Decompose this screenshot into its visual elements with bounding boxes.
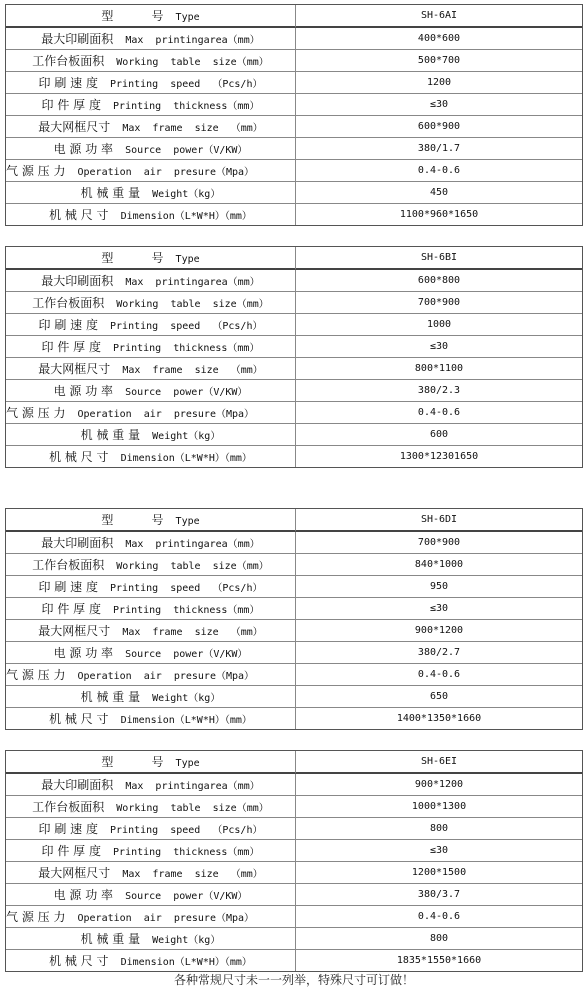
spec-label-zh: 工作台板面积 <box>32 800 105 814</box>
spec-value: 0.4-0.6 <box>296 664 582 686</box>
spec-label-zh: 最大网框尺寸 <box>38 866 111 880</box>
spec-label-en: Dimension（L*W*H）（mm） <box>108 957 252 968</box>
spec-label <box>6 402 296 424</box>
table-row <box>6 5 582 28</box>
spec-label-zh: 印 刷 速 度 <box>38 580 98 594</box>
spec-value: 380/2.7 <box>296 642 582 664</box>
spec-value: 950 <box>296 576 582 598</box>
spec-label <box>6 751 296 774</box>
spec-label-en: Type <box>163 254 200 265</box>
spec-label-en: Operation air presure（Mpa） <box>65 671 255 682</box>
spec-value: 600*800 <box>296 270 582 292</box>
spec-label-zh: 机 械 重 量 <box>80 428 141 442</box>
spec-label-en: Weight（kg） <box>140 431 221 442</box>
spec-label-zh: 型 号 <box>101 755 164 769</box>
table-row <box>6 751 582 774</box>
spec-label-en: Operation air presure（Mpa） <box>65 913 255 924</box>
spec-value: 700*900 <box>296 292 582 314</box>
spec-label <box>6 182 296 204</box>
spec-label-zh: 电 源 功 率 <box>53 646 114 660</box>
spec-value: 1200*1500 <box>296 862 582 884</box>
spec-value: 380/2.3 <box>296 380 582 402</box>
spec-label-en: Weight（kg） <box>140 189 221 200</box>
spec-value: 900*1200 <box>296 620 582 642</box>
spec-value: 840*1000 <box>296 554 582 576</box>
spec-label <box>6 314 296 336</box>
spec-label <box>6 950 296 971</box>
spec-label <box>6 862 296 884</box>
spec-label <box>6 642 296 664</box>
spec-label-en: Weight（kg） <box>140 935 221 946</box>
spec-label-zh: 机 械 重 量 <box>80 932 141 946</box>
spec-value: 400*600 <box>296 28 582 50</box>
table-row <box>6 358 582 380</box>
spec-label-en: Source power（V/KW） <box>113 891 248 902</box>
spec-label <box>6 818 296 840</box>
table-row <box>6 642 582 664</box>
spec-value: 500*700 <box>296 50 582 72</box>
table-row <box>6 314 582 336</box>
spec-label-en: Source power（V/KW） <box>113 649 248 660</box>
spec-label-zh: 机 械 重 量 <box>80 690 141 704</box>
spec-label <box>6 138 296 160</box>
spec-label <box>6 204 296 225</box>
spec-table-sh-6bi <box>5 246 583 468</box>
spec-value: 0.4-0.6 <box>296 906 582 928</box>
spec-value: 1300*12301650 <box>296 446 582 467</box>
spec-label <box>6 116 296 138</box>
spec-table-sh-6di <box>5 508 583 730</box>
spec-label-zh: 机 械 尺 寸 <box>49 712 109 726</box>
spec-label <box>6 532 296 554</box>
spec-label <box>6 358 296 380</box>
spec-label-zh: 型 号 <box>101 513 164 527</box>
spec-label <box>6 509 296 532</box>
table-row <box>6 380 582 402</box>
spec-label <box>6 906 296 928</box>
table-row <box>6 336 582 358</box>
spec-label <box>6 884 296 906</box>
spec-label-zh: 型 号 <box>101 251 164 265</box>
spec-label-zh: 印 件 厚 度 <box>41 340 101 354</box>
spec-label <box>6 554 296 576</box>
spec-label <box>6 94 296 116</box>
spec-value: 1400*1350*1660 <box>296 708 582 729</box>
spec-label <box>6 446 296 467</box>
spec-label-en: Dimension（L*W*H）（mm） <box>108 211 252 222</box>
spec-label <box>6 664 296 686</box>
table-row <box>6 796 582 818</box>
spec-label <box>6 620 296 642</box>
spec-value: 0.4-0.6 <box>296 402 582 424</box>
spec-label <box>6 424 296 446</box>
spec-label-en: Source power（V/KW） <box>113 145 248 156</box>
spec-label <box>6 72 296 94</box>
table-row <box>6 94 582 116</box>
table-row <box>6 906 582 928</box>
spec-label-zh: 印 件 厚 度 <box>41 98 101 112</box>
spec-label-en: Max printingarea（mm） <box>113 277 260 288</box>
table-row <box>6 204 582 225</box>
table-row <box>6 72 582 94</box>
table-row <box>6 686 582 708</box>
spec-label <box>6 50 296 72</box>
spec-label-zh: 工作台板面积 <box>32 558 105 572</box>
spec-label-zh: 印 刷 速 度 <box>38 318 98 332</box>
spec-value: ≤30 <box>296 840 582 862</box>
spec-label <box>6 928 296 950</box>
spec-table-sh-6ai <box>5 4 583 226</box>
spec-label <box>6 598 296 620</box>
spec-label-en: Printing thickness（mm） <box>100 101 260 112</box>
spec-label-zh: 气 源 压 力 <box>6 668 66 682</box>
spec-label-zh: 机 械 尺 寸 <box>49 954 109 968</box>
spec-label-zh: 工作台板面积 <box>32 296 105 310</box>
table-row <box>6 247 582 270</box>
spec-label-zh: 气 源 压 力 <box>6 910 66 924</box>
spec-label-en: Printing speed （Pcs/h） <box>97 825 263 836</box>
spec-label-zh: 印 件 厚 度 <box>41 844 101 858</box>
spec-label-zh: 电 源 功 率 <box>53 888 114 902</box>
spec-label <box>6 796 296 818</box>
spec-label-en: Max printingarea（mm） <box>113 35 260 46</box>
spec-value: 1100*960*1650 <box>296 204 582 225</box>
spec-label <box>6 576 296 598</box>
table-row <box>6 138 582 160</box>
spec-value: 380/3.7 <box>296 884 582 906</box>
spec-label <box>6 28 296 50</box>
spec-label-en: Max printingarea（mm） <box>113 539 260 550</box>
spec-label-en: Working table size（mm） <box>104 561 269 572</box>
spec-value: SH-6EI <box>296 751 582 774</box>
table-row <box>6 884 582 906</box>
spec-value: 0.4-0.6 <box>296 160 582 182</box>
spec-label <box>6 247 296 270</box>
spec-value: SH-6DI <box>296 509 582 532</box>
spec-label-en: Max printingarea（mm） <box>113 781 260 792</box>
table-row <box>6 509 582 532</box>
spec-value: 800*1100 <box>296 358 582 380</box>
spec-label-zh: 最大印刷面积 <box>41 778 114 792</box>
spec-label-zh: 电 源 功 率 <box>53 142 114 156</box>
table-row <box>6 598 582 620</box>
spec-value: 800 <box>296 928 582 950</box>
spec-label-en: Max frame size （mm） <box>110 627 263 638</box>
spec-label-zh: 型 号 <box>101 9 164 23</box>
spec-label-en: Operation air presure（Mpa） <box>65 167 255 178</box>
table-row <box>6 28 582 50</box>
spec-label-zh: 最大网框尺寸 <box>38 120 111 134</box>
table-row <box>6 424 582 446</box>
spec-label <box>6 708 296 729</box>
table-row <box>6 928 582 950</box>
table-row <box>6 182 582 204</box>
table-row <box>6 862 582 884</box>
spec-label-zh: 机 械 尺 寸 <box>49 208 109 222</box>
spec-value: SH-6AI <box>296 5 582 28</box>
spec-label-en: Type <box>163 758 200 769</box>
spec-label-en: Printing speed （Pcs/h） <box>97 583 263 594</box>
spec-table-sh-6ei <box>5 750 583 972</box>
table-row <box>6 950 582 971</box>
spec-label-en: Max frame size （mm） <box>110 365 263 376</box>
table-row <box>6 840 582 862</box>
spec-label-en: Dimension（L*W*H）（mm） <box>108 453 252 464</box>
spec-label-en: Printing thickness（mm） <box>100 847 260 858</box>
spec-label-en: Weight（kg） <box>140 693 221 704</box>
spec-label-zh: 最大印刷面积 <box>41 32 114 46</box>
spec-label-en: Working table size（mm） <box>104 803 269 814</box>
spec-label-zh: 气 源 压 力 <box>6 406 66 420</box>
table-row <box>6 50 582 72</box>
spec-label-zh: 电 源 功 率 <box>53 384 114 398</box>
spec-label <box>6 270 296 292</box>
spec-label-en: Source power（V/KW） <box>113 387 248 398</box>
spec-value: 1835*1550*1660 <box>296 950 582 971</box>
spec-label-en: Operation air presure（Mpa） <box>65 409 255 420</box>
spec-label-en: Printing speed （Pcs/h） <box>97 79 263 90</box>
table-row <box>6 620 582 642</box>
spec-label-en: Printing thickness（mm） <box>100 343 260 354</box>
table-row <box>6 270 582 292</box>
table-row <box>6 446 582 467</box>
spec-label-zh: 工作台板面积 <box>32 54 105 68</box>
spec-value: ≤30 <box>296 336 582 358</box>
spec-label <box>6 292 296 314</box>
spec-label-en: Max frame size （mm） <box>110 123 263 134</box>
spec-value: 600*900 <box>296 116 582 138</box>
spec-label-zh: 印 刷 速 度 <box>38 76 98 90</box>
spec-value: 800 <box>296 818 582 840</box>
spec-value: 1200 <box>296 72 582 94</box>
spec-value: SH-6BI <box>296 247 582 270</box>
table-row <box>6 708 582 729</box>
spec-label-zh: 最大网框尺寸 <box>38 624 111 638</box>
table-row <box>6 160 582 182</box>
spec-value: ≤30 <box>296 598 582 620</box>
spec-label-en: Printing speed （Pcs/h） <box>97 321 263 332</box>
table-row <box>6 554 582 576</box>
table-row <box>6 774 582 796</box>
spec-value: 1000*1300 <box>296 796 582 818</box>
spec-label <box>6 840 296 862</box>
spec-value: 450 <box>296 182 582 204</box>
spec-value: 1000 <box>296 314 582 336</box>
spec-value: 700*900 <box>296 532 582 554</box>
spec-label <box>6 336 296 358</box>
spec-label <box>6 774 296 796</box>
spec-label-zh: 最大印刷面积 <box>41 274 114 288</box>
spec-label-en: Printing thickness（mm） <box>100 605 260 616</box>
spec-value: 380/1.7 <box>296 138 582 160</box>
spec-label-zh: 印 刷 速 度 <box>38 822 98 836</box>
table-row <box>6 116 582 138</box>
spec-label <box>6 686 296 708</box>
spec-label-zh: 最大网框尺寸 <box>38 362 111 376</box>
table-row <box>6 402 582 424</box>
spec-label-en: Dimension（L*W*H）（mm） <box>108 715 252 726</box>
table-row <box>6 818 582 840</box>
table-row <box>6 532 582 554</box>
spec-label-zh: 最大印刷面积 <box>41 536 114 550</box>
spec-value: 600 <box>296 424 582 446</box>
spec-label <box>6 5 296 28</box>
spec-label-en: Max frame size （mm） <box>110 869 263 880</box>
table-row <box>6 576 582 598</box>
spec-label-en: Type <box>163 12 200 23</box>
spec-label <box>6 380 296 402</box>
spec-label-zh: 印 件 厚 度 <box>41 602 101 616</box>
spec-value: ≤30 <box>296 94 582 116</box>
spec-label-zh: 机 械 尺 寸 <box>49 450 109 464</box>
table-row <box>6 664 582 686</box>
spec-label <box>6 160 296 182</box>
spec-value: 900*1200 <box>296 774 582 796</box>
spec-label-zh: 气 源 压 力 <box>6 164 66 178</box>
spec-label-zh: 机 械 重 量 <box>80 186 141 200</box>
spec-value: 650 <box>296 686 582 708</box>
footer-note: 各种常规尺寸未一一列举，特殊尺寸可订做！ <box>173 973 414 987</box>
spec-label-en: Working table size（mm） <box>104 57 269 68</box>
spec-label-en: Working table size（mm） <box>104 299 269 310</box>
table-row <box>6 292 582 314</box>
spec-label-en: Type <box>163 516 200 527</box>
